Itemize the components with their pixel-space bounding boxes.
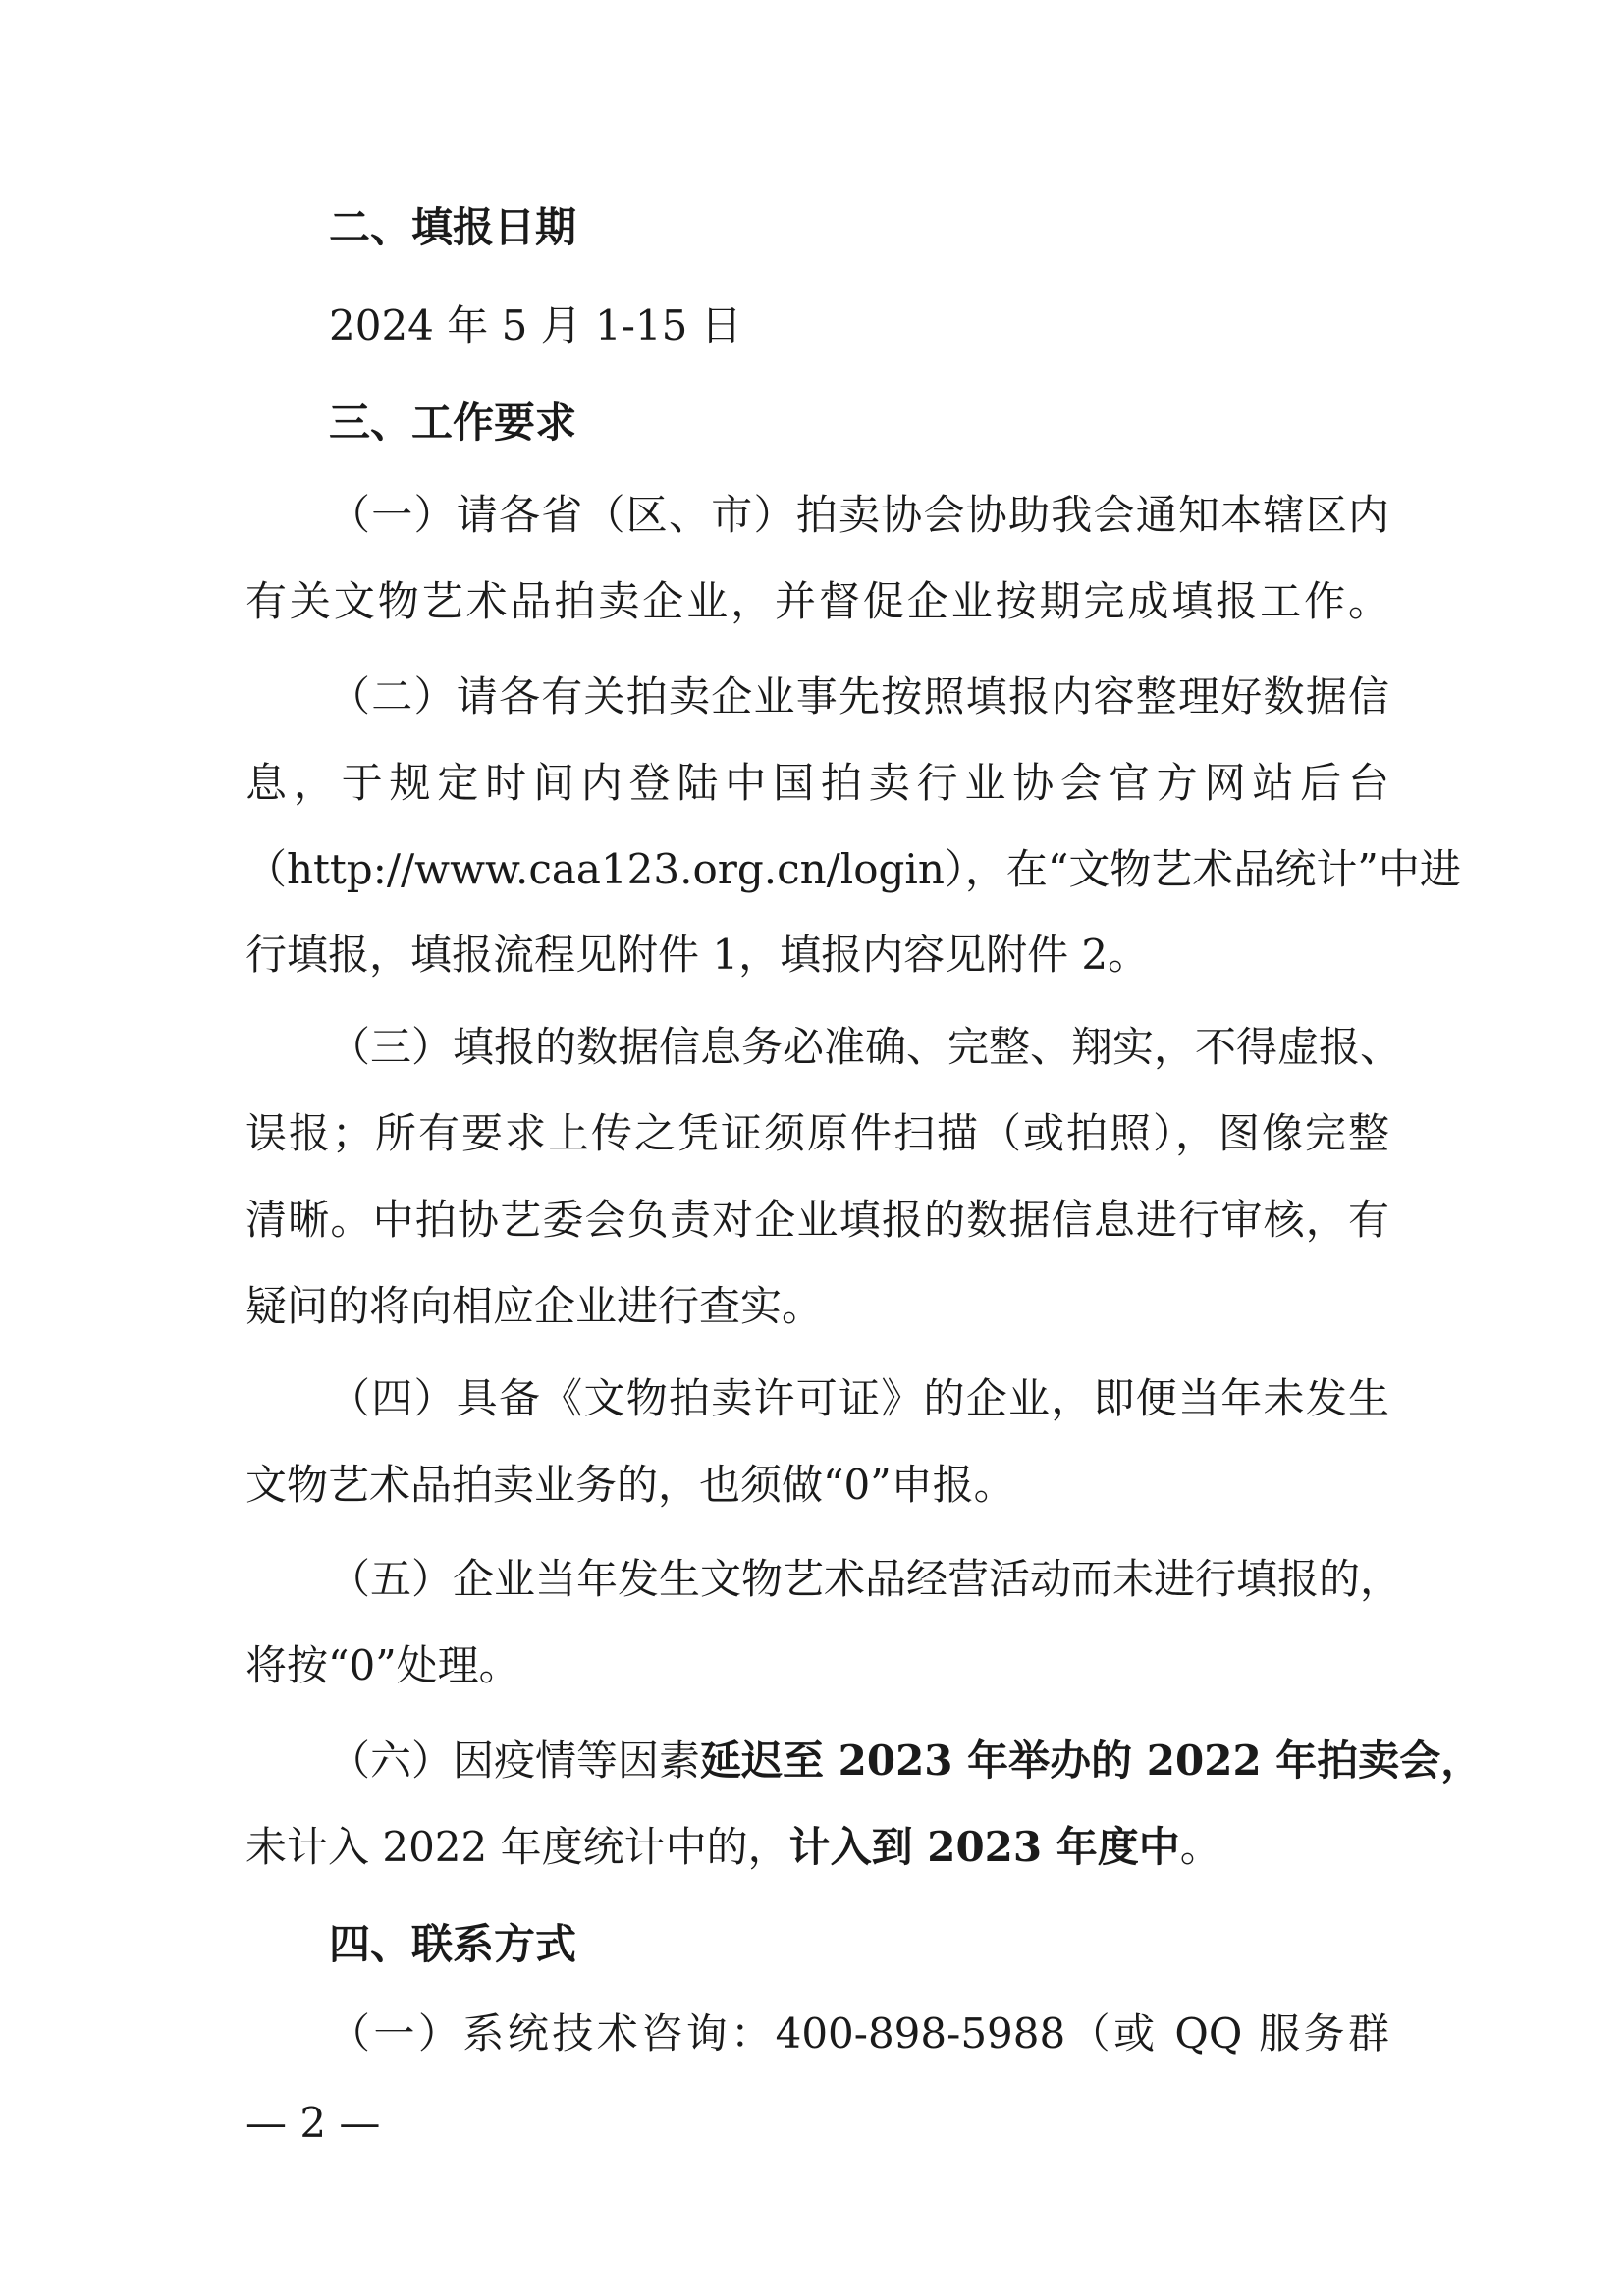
section-heading-date: 二、填报日期 <box>329 203 577 252</box>
req2-line1: （二）请各有关拍卖企业事先按照填报内容整理好数据信 <box>329 671 1389 721</box>
req6-line1-normal: （六）因疫情等因素 <box>329 1735 701 1785</box>
req6-line2 <box>245 1818 1389 1877</box>
req2-line2: 息，于规定时间内登陆中国拍卖行业协会官方网站后台 <box>245 758 1389 807</box>
section-heading-contact: 四、联系方式 <box>329 1920 577 1969</box>
page-number: — 2 — <box>245 2099 381 2148</box>
contact1-line1: （一）系统技术咨询：400-898-5988（或 QQ 服务群 <box>329 2009 1389 2058</box>
section-heading-requirements: 三、工作要求 <box>329 399 577 448</box>
report-date: 2024 年 5 月 1-15 日 <box>329 300 742 349</box>
req6-line1-bold: 延迟至 2023 年举办的 2022 年拍卖会， <box>700 1735 1483 1785</box>
req3-line1: （三）填报的数据信息务必准确、完整、翔实，不得虚报、 <box>329 1023 1402 1072</box>
req3-line4: 疑问的将向相应企业进行查实。 <box>245 1281 824 1330</box>
req3-line3: 清晰。中拍协艺委会负责对企业填报的数据信息进行审核，有 <box>245 1196 1389 1245</box>
req4-line2: 文物艺术品拍卖业务的，也须做“0”申报。 <box>245 1460 1015 1509</box>
req1-line1: （一）请各省（区、市）拍卖协会协助我会通知本辖区内 <box>329 491 1389 540</box>
req1-line2: 有关文物艺术品拍卖企业，并督促企业按期完成填报工作。 <box>245 577 1389 626</box>
req6-line2-end: 。 <box>1179 1822 1221 1871</box>
req2-line3: （http://www.caa123.org.cn/login），在“文物艺术品统计”中进 <box>245 844 1461 893</box>
req4-line1: （四）具备《文物拍卖许可证》的企业，即便当年未发生 <box>329 1373 1389 1422</box>
req2-line4: 行填报，填报流程见附件 1，填报内容见附件 2。 <box>245 931 1150 980</box>
req5-line2: 将按“0”处理。 <box>245 1641 520 1690</box>
req3-line2: 误报；所有要求上传之凭证须原件扫描（或拍照），图像完整 <box>245 1109 1389 1158</box>
req6-line2-bold: 计入到 2023 年度中 <box>788 1822 1180 1871</box>
req6-line1 <box>329 1732 1483 1790</box>
req6-line2-normal: 未计入 2022 年度统计中的， <box>245 1822 789 1871</box>
req5-line1: （五）企业当年发生文物艺术品经营活动而未进行填报的， <box>329 1555 1402 1604</box>
